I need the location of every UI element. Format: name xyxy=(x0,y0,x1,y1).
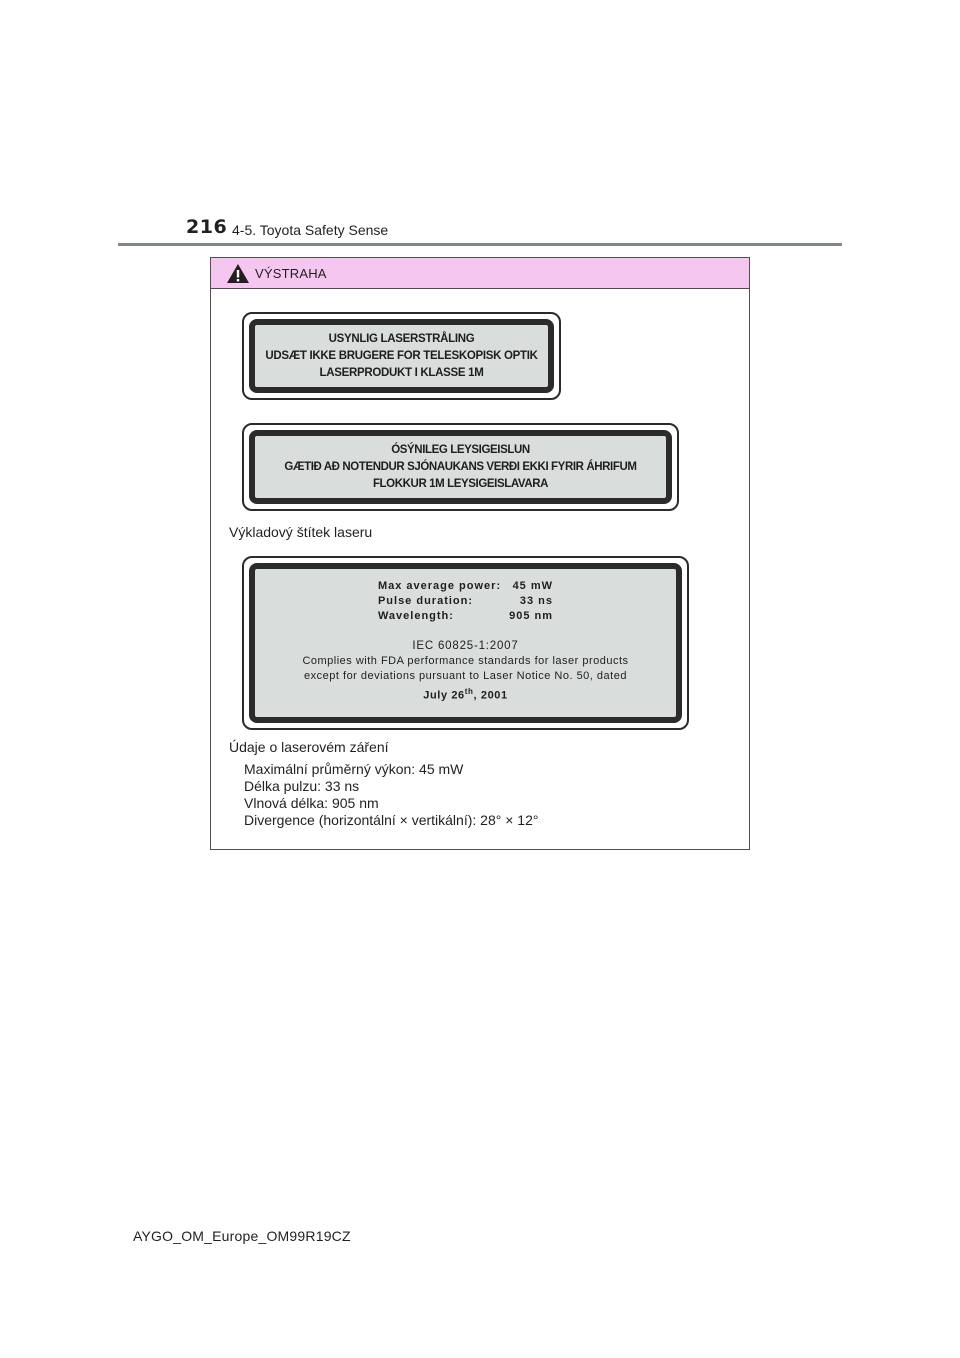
header-rule xyxy=(118,243,842,246)
list-item: Délka pulzu: 33 ns xyxy=(244,778,360,794)
spec-table xyxy=(378,579,553,624)
fda-line: Complies with FDA performance standards for laser products xyxy=(302,655,629,667)
page-number: 216 xyxy=(186,216,228,238)
spec-row xyxy=(378,609,553,624)
spec-value: 905 nm xyxy=(509,610,554,622)
caption-explanatory-label: Výkladový štítek laseru xyxy=(229,524,373,540)
label-line: GÆTIÐ AÐ NOTENDUR SJÓNAUKANS VERÐI EKKI FYRIR ÁHRIFUM xyxy=(284,460,637,473)
laser-spec-label xyxy=(242,556,689,730)
label-line: USYNLIG LASERSTRÅLING xyxy=(328,332,475,345)
date-prefix: July 26 xyxy=(423,689,465,702)
document-footer: AYGO_OM_Europe_OM99R19CZ xyxy=(133,1228,351,1244)
section-title: 4-5. Toyota Safety Sense xyxy=(232,222,389,238)
label-line: FLOKKUR 1M LEYSIGEISLAVARA xyxy=(372,477,549,490)
label-line: ÓSÝNILEG LEYSIGEISLUN xyxy=(391,443,530,456)
label-line: LASERPRODUKT I KLASSE 1M xyxy=(319,366,484,379)
standard-line: IEC 60825-1:2007 xyxy=(412,640,519,652)
warning-box xyxy=(210,257,750,850)
warning-triangle-icon xyxy=(226,263,250,284)
spec-row xyxy=(378,579,553,594)
warning-title: VÝSTRAHA xyxy=(255,266,327,281)
spec-key: Max average power: xyxy=(377,580,502,592)
notice-date xyxy=(423,684,507,704)
warning-header xyxy=(211,258,749,289)
list-item: Vlnová délka: 905 nm xyxy=(244,795,379,811)
spec-row xyxy=(378,594,553,609)
spec-value: 45 mW xyxy=(512,580,554,592)
fda-line: except for deviations pursuant to Laser Notice No. 50, dated xyxy=(304,670,627,682)
spec-value: 33 ns xyxy=(519,595,554,607)
list-item: Divergence (horizontální × vertikální): 28° × 12° xyxy=(244,812,539,828)
spec-key: Wavelength: xyxy=(377,610,454,622)
date-superscript: th xyxy=(464,687,474,696)
laser-label-danish xyxy=(242,312,561,400)
spec-key: Pulse duration: xyxy=(377,595,474,607)
caption-laser-data: Údaje o laserovém záření xyxy=(229,739,389,755)
label-line: UDSÆT IKKE BRUGERE FOR TELESKOPISK OPTIK xyxy=(265,349,538,362)
list-item: Maximální průměrný výkon: 45 mW xyxy=(244,761,464,777)
laser-data-list xyxy=(244,761,538,829)
laser-label-icelandic xyxy=(242,423,679,511)
date-suffix: , 2001 xyxy=(473,689,508,702)
